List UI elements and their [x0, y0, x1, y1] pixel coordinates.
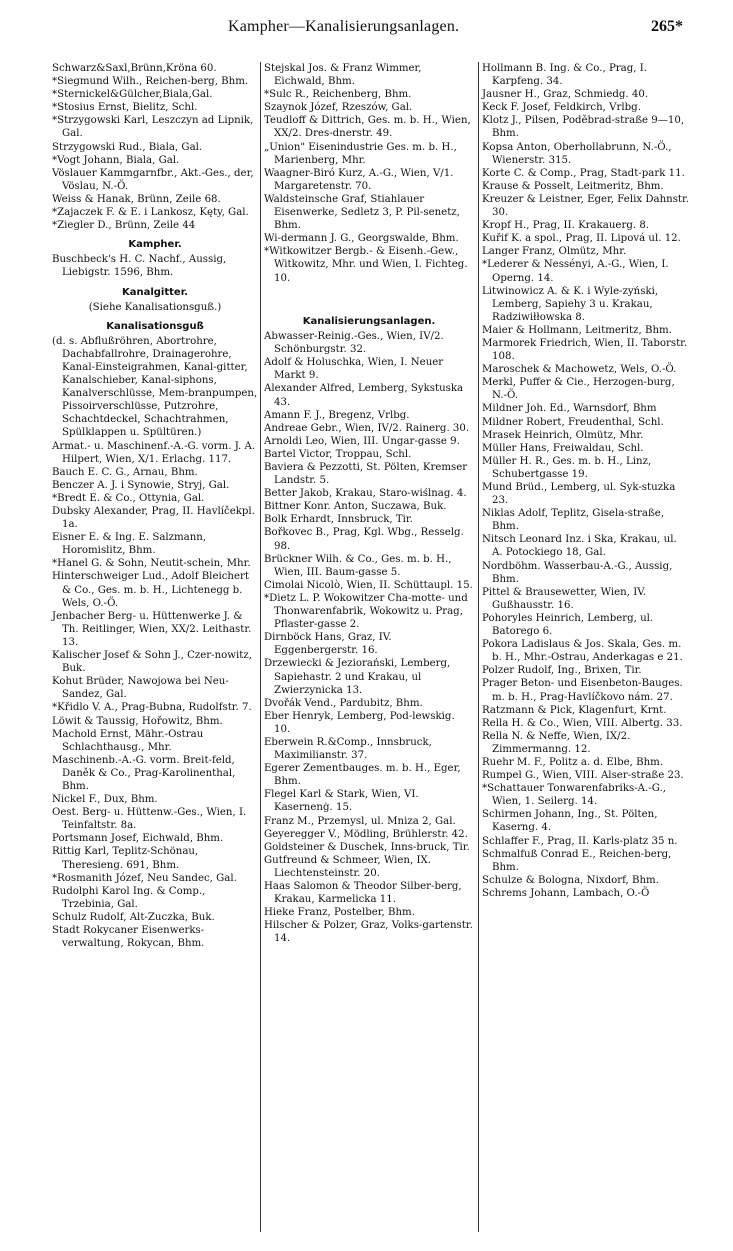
- directory-entry: *Lederer & Nessényi, A.-G., Wien, I. Operng. 14.: [482, 259, 669, 284]
- directory-entry: Langer Franz, Olmütz, Mhr.: [482, 246, 627, 258]
- directory-entry: Brückner Wilh. & Co., Ges. m. b. H., Wien, III. Baum-gasse 5.: [264, 553, 452, 578]
- directory-entry: Gutfreund & Schmeer, Wien, IX. Liechtensteinstr. 20.: [264, 854, 431, 879]
- directory-entry: Haas Salomon & Theodor Silber-berg, Krakau, Karmelicka 11.: [264, 881, 462, 906]
- directory-entry: Oest. Berg- u. Hüttenw.-Ges., Wien, I. Teinfaltstr. 8a.: [52, 807, 247, 832]
- section-heading: Kanalisierungsanlagen.: [302, 315, 436, 327]
- directory-entry: Maroschek & Machowetz, Wels, O.-Ö.: [482, 364, 677, 376]
- directory-entry: Prager Beton- und Eisenbeton-Bauges. m. b. H., Prag-Havlíčkovo nám. 27.: [482, 678, 683, 703]
- directory-entry: Dvořák Vend., Pardubitz, Bhm.: [264, 697, 423, 709]
- directory-entry: *Sternickel&Gülcher,Biala,Gal.: [52, 89, 213, 101]
- directory-entry: *Hanel G. & Sohn, Neutit-schein, Mhr.: [52, 558, 251, 570]
- directory-entry: (d. s. Abflußröhren, Abortrohre, Dachabfallrohre, Drainagerohre, Kanal-Einsteigrahmen, Kanal-gitter, Kanalschieber, Kanal-siphons, Kanalverschlüsse, Mem-branpumpen, Pissoirverschlüsse, Putzrohre, Schachtdeckel, Schachtrahmen, Spülklappen u. Spültüren.): [52, 335, 258, 439]
- column-rule: [478, 62, 479, 1232]
- directory-entry: Litwinowicz A. & K. i Wyle-zyński, Lemberg, Sapiehy 3 u. Krakau, Radziwiłłowska 8.: [482, 285, 659, 323]
- directory-entry: Mildner Robert, Freudenthal, Schl.: [482, 416, 664, 428]
- directory-entry: Arnoldi Leo, Wien, III. Ungar-gasse 9.: [264, 435, 460, 447]
- directory-entry: Mrasek Heinrich, Olmütz, Mhr.: [482, 429, 644, 441]
- directory-entry: Stejskal Jos. & Franz Wimmer, Eichwald, Bhm.: [264, 63, 422, 88]
- directory-entry: Ratzmann & Pick, Klagenfurt, Krnt.: [482, 704, 667, 716]
- directory-entry: *Rosmanith Józef, Neu Sandec, Gal.: [52, 872, 237, 884]
- section-heading: Kanalisationsguß: [106, 320, 204, 332]
- directory-entry: Kuřif K. a spol., Prag, II. Lipová ul. 12.: [482, 233, 681, 245]
- directory-entry: Maschinenb.-A.-G. vorm. Breit-feld, Daněk & Co., Prag-Karolinenthal, Bhm.: [52, 754, 236, 792]
- directory-entry: Waagner-Biró Kurz, A.-G., Wien, V/1. Margaretenstr. 70.: [264, 167, 454, 192]
- directory-entry: Löwit & Taussig, Hořowitz, Bhm.: [52, 715, 223, 727]
- directory-entry: Hinterschweiger Lud., Adolf Bleichert & Co., Ges. m. b. H., Lichtenegg b. Wels, O.-Ö.: [52, 571, 249, 609]
- directory-entry: Ruehr M. F., Politz a. d. Elbe, Bhm.: [482, 756, 664, 768]
- directory-entry: Kalischer Josef & Sohn J., Czer-nowitz, Buk.: [52, 650, 252, 675]
- directory-entry: Geyeregger V., Mödling, Brühlerstr. 42.: [264, 828, 468, 840]
- directory-entry: Pokora Ladislaus & Jos. Skala, Ges. m. b. H., Mhr.-Ostrau, Anderkagas e 21.: [482, 639, 683, 664]
- directory-entry: Abwasser-Reinig.-Ges., Wien, IV/2. Schönburgstr. 32.: [264, 331, 444, 356]
- directory-entry: Schulze & Bologna, Nixdorf, Bhm.: [482, 874, 659, 886]
- directory-entry: Jausner H., Graz, Schmiedg. 40.: [482, 89, 649, 101]
- directory-entry: Schirmen Johann, Ing., St. Pölten, Kaserng. 4.: [482, 809, 658, 834]
- directory-entry: Pohoryles Heinrich, Lemberg, ul. Batorego 6.: [482, 612, 654, 638]
- directory-entry: Flegel Karl & Stark, Wien, VI. Kasernenġ. 15.: [264, 789, 419, 814]
- directory-entry: Nordböhm. Wasserbau-A.-G., Aussig, Bhm.: [482, 560, 673, 585]
- directory-entry: Franz M., Przemysl, ul. Mniza 2, Gal.: [264, 815, 456, 827]
- directory-entry: *Vogt Johann, Biala, Gal.: [52, 154, 180, 166]
- directory-entry: Nickel F., Dux, Bhm.: [52, 794, 158, 806]
- directory-entry: Nitsch Leonard Inz. i Ska, Krakau, ul. A. Potockiego 18, Gal.: [482, 534, 677, 559]
- directory-entry: Eisner E. & Ing. E. Salzmann, Horomislitz, Bhm.: [52, 532, 207, 557]
- directory-entry: Machold Ernst, Mähr.-Ostrau Schlachthausg., Mhr.: [52, 728, 204, 753]
- directory-entry: Bolk Erhardt, Innsbruck, Tir.: [264, 514, 413, 526]
- directory-entry: Rella H. & Co., Wien, VIII. Albertg. 33.: [482, 717, 683, 729]
- directory-entry: Kropf H., Prag, II. Krakauerg. 8.: [482, 220, 650, 232]
- directory-entry: Schlaffer F., Prag, II. Karls-platz 35 n.: [482, 835, 678, 847]
- directory-entry: *Siegmund Wilh., Reichen-berg, Bhm.: [52, 76, 249, 88]
- column-2: [264, 62, 474, 945]
- directory-entry: Andreae Gebr., Wien, IV/2. Rainerg. 30.: [264, 422, 470, 434]
- directory-entry: Goldsteiner & Duschek, Inns-bruck, Tir.: [264, 841, 470, 853]
- page-number: 265*: [651, 18, 683, 35]
- section-heading: Kampher.: [128, 239, 182, 251]
- directory-entry: Portsmann Josef, Eichwald, Bhm.: [52, 833, 224, 845]
- directory-entry: *Witkowitzer Bergb.- & Eisenh.-Gew., Witkowitz, Mhr. und Wien, I. Fichteg. 10.: [264, 246, 468, 284]
- directory-entry: *Sulc R., Reichenberg, Bhm.: [264, 89, 412, 101]
- directory-entry: Bořkovec B., Prag, Kgl. Wbg., Resselg. 98.: [264, 527, 464, 552]
- directory-entry: Strzygowski Rud., Biala, Gal.: [52, 141, 203, 153]
- section-heading: Kanalgitter.: [121, 286, 189, 298]
- directory-entry: Niklas Adolf, Teplitz, Gisela-straße, Bhm.: [482, 508, 665, 533]
- directory-entry: *Strzygowski Karl, Leszczyn ad Lipnik, Gal.: [52, 115, 254, 140]
- directory-entry: *Dietz L. P. Wokowitzer Cha-motte- und Thonwarenfabrik, Wokowitz u. Prag, Pflaster-gasse 2.: [264, 592, 468, 631]
- directory-entry: Müller H. R., Ges. m. b. H., Linz, Schubertgasse 19.: [482, 455, 652, 480]
- directory-entry: Marmorek Friedrich, Wien, II. Taborstr. 108.: [482, 337, 688, 363]
- directory-entry: Vöslauer Kammgarnfbr., Akt.-Ges., der, Vöslau, N.-Ö.: [52, 167, 254, 192]
- column-rule: [260, 62, 261, 1232]
- directory-entry: Waldsteinsche Graf, Stiahlauer Eisenwerke, Sedletz 3, P. Pil-senetz, Bhm.: [264, 193, 460, 232]
- directory-entry: Müller Hans, Freiwaldau, Schl.: [482, 442, 644, 454]
- directory-entry: Baviera & Pezzotti, St. Pölten, Kremser Landstr. 5.: [264, 462, 468, 487]
- directory-entry: Eberwein R.&Comp., Innsbruck, Maximilianstr. 37.: [264, 736, 432, 762]
- directory-entry: Schulz Rudolf, Alt-Zuczka, Buk.: [52, 911, 215, 923]
- directory-entry: Mildner Joh. Ed., Warnsdorf, Bhm: [482, 403, 657, 415]
- spacer: [264, 295, 474, 305]
- directory-entry: Eber Henryk, Lemberg, Pod-lewskig. 10.: [264, 710, 455, 735]
- directory-entry: Amann F. J., Bregenz, Vrlbg.: [264, 409, 410, 421]
- directory-entry: Armat.- u. Maschinenf.-A.-G. vorm. J. A. Hilpert, Wien, X/1. Erlachg. 117.: [52, 440, 256, 465]
- directory-entry: Korte C. & Comp., Prag, Stadt-park 11.: [482, 167, 685, 179]
- directory-entry: Weiss & Hanak, Brünn, Zeile 68.: [52, 193, 221, 205]
- directory-entry: Alexander Alfred, Lemberg, Sykstuska 43.: [264, 383, 464, 408]
- directory-entry: „Union" Eisenindustrie Ges. m. b. H., Marienberg, Mhr.: [264, 141, 457, 166]
- directory-entry: Bauch E. C. G., Arnau, Bhm.: [52, 466, 198, 478]
- directory-entry: Bittner Konr. Anton, Suczawa, Buk.: [264, 501, 447, 513]
- column-3: [482, 62, 690, 900]
- directory-entry: Mund Brüd., Lemberg, ul. Syk-stuzka 23.: [482, 482, 676, 507]
- directory-entry: Hieke Franz, Postelber, Bhm.: [264, 907, 415, 919]
- directory-entry: Stadt Rokycaner Eisenwerks-verwaltung, Rokycan, Bhm.: [52, 925, 205, 950]
- directory-entry: Klotz J., Pilsen, Poděbrad-straße 9—10, Bhm.: [482, 115, 685, 140]
- directory-entry: *Křidlo V. A., Prag-Bubna, Rudolfstr. 7.: [52, 702, 252, 714]
- directory-entry: *Schattauer Tonwarenfabriks-A.-G., Wien, 1. Seilerg. 14.: [482, 783, 666, 808]
- directory-entry: Drzewiecki & Jeziorański, Lemberg, Sapiehastr. 2 und Krakau, ul Zwierzynicka 13.: [264, 658, 451, 696]
- directory-entry: Kopsa Anton, Oberhollabrunn, N.-Ö., Wienerstr. 315.: [482, 141, 672, 166]
- directory-entry: Bartel Victor, Troppau, Schl.: [264, 448, 412, 460]
- directory-entry: Polzer Rudolf, Ing., Brixen, Tir.: [482, 665, 642, 677]
- directory-entry: Krause & Posselt, Leitmeritz, Bhm.: [482, 180, 664, 192]
- directory-entry: Hilscher & Polzer, Graz, Volks-gartenstr. 14.: [264, 920, 473, 945]
- directory-entry: Schrems Johann, Lambach, O.-Ö: [482, 887, 650, 899]
- cross-reference-note: (Siehe Kanalisationsguß.): [88, 301, 222, 313]
- directory-entry: Better Jakob, Krakau, Staro-wiślnag. 4.: [264, 488, 467, 500]
- directory-entry: Kohut Brüder, Nawojowa bei Neu-Sandez, Gal.: [52, 676, 229, 701]
- directory-entry: Rumpel G., Wien, VIII. Alser-straße 23.: [482, 770, 684, 782]
- directory-entry: Szaynok Józef, Rzeszów, Gal.: [264, 102, 413, 114]
- directory-entry: Wi-dermann J. G., Georgswalde, Bhm.: [264, 233, 459, 245]
- directory-entry: Jenbacher Berg- u. Hüttenwerke J. & Th. Reitlinger, Wien, XX/2. Leithastr. 13.: [52, 610, 252, 648]
- directory-entry: Adolf & Holuschka, Wien, I. Neuer Markt 9.: [264, 357, 444, 382]
- directory-entry: Schwarz&Saxl,Brünn,Kröna 60.: [52, 63, 217, 74]
- directory-entry: Rittig Karl, Teplitz-Schönau, Theresieng. 691, Bhm.: [52, 846, 199, 871]
- page-title: Kampher—Kanalisierungsanlagen.: [228, 18, 460, 35]
- directory-entry: Benczer A. J. i Synowie, Stryj, Gal.: [52, 479, 230, 491]
- column-1: [52, 62, 258, 950]
- directory-entry: Rella N. & Neffe, Wien, IX/2. Zimmermanng. 12.: [482, 730, 631, 755]
- directory-entry: Dubsky Alexander, Prag, II. Havlíčekpl. 1a.: [52, 506, 255, 531]
- directory-entry: *Stosius Ernst, Bielitz, Schl.: [52, 102, 198, 114]
- directory-entry: Rudolphi Karol Ing. & Comp., Trzebinia, Gal.: [52, 885, 206, 910]
- directory-entry: Hollmann B. Ing. & Co., Prag, I. Karpfeng. 34.: [482, 63, 648, 88]
- directory-entry: Cimolai Nicolò, Wien, II. Schüttaupl. 15.: [264, 579, 473, 591]
- page-header: [0, 18, 733, 42]
- directory-entry: Pittel & Brausewetter, Wien, IV. Gußhausstr. 16.: [482, 586, 647, 611]
- directory-entry: Dirnböck Hans, Graz, IV. Eggenbergerstr. 16.: [264, 632, 392, 657]
- directory-entry: Keck F. Josef, Feldkirch, Vrlbg.: [482, 102, 641, 114]
- directory-entry: *Zajaczek F. & E. i Lankosz, Kęty, Gal.: [52, 207, 249, 219]
- directory-entry: Schmalfuß Conrad E., Reichen-berg, Bhm.: [482, 848, 672, 873]
- directory-entry: Kreuzer & Leistner, Eger, Felix Dahnstr. 30.: [482, 193, 689, 219]
- directory-entry: Maier & Hollmann, Leitmeritz, Bhm.: [482, 324, 672, 336]
- directory-entry: Merkl, Puffer & Cie., Herzogen-burg, N.-Ö.: [482, 377, 675, 402]
- directory-entry: Egerer Zementbauges. m. b. H., Eger, Bhm.: [264, 763, 461, 788]
- directory-entry: *Bredt E. & Co., Ottynia, Gal.: [52, 492, 205, 504]
- directory-entry: Buschbeck's H. C. Nachf., Aussig, Liebigstr. 1596, Bhm.: [52, 254, 227, 279]
- directory-entry: Teudloff & Dittrich, Ges. m. b. H., Wien, XX/2. Dres-dnerstr. 49.: [264, 115, 471, 140]
- directory-entry: *Ziegler D., Brünn, Zeile 44: [52, 220, 196, 232]
